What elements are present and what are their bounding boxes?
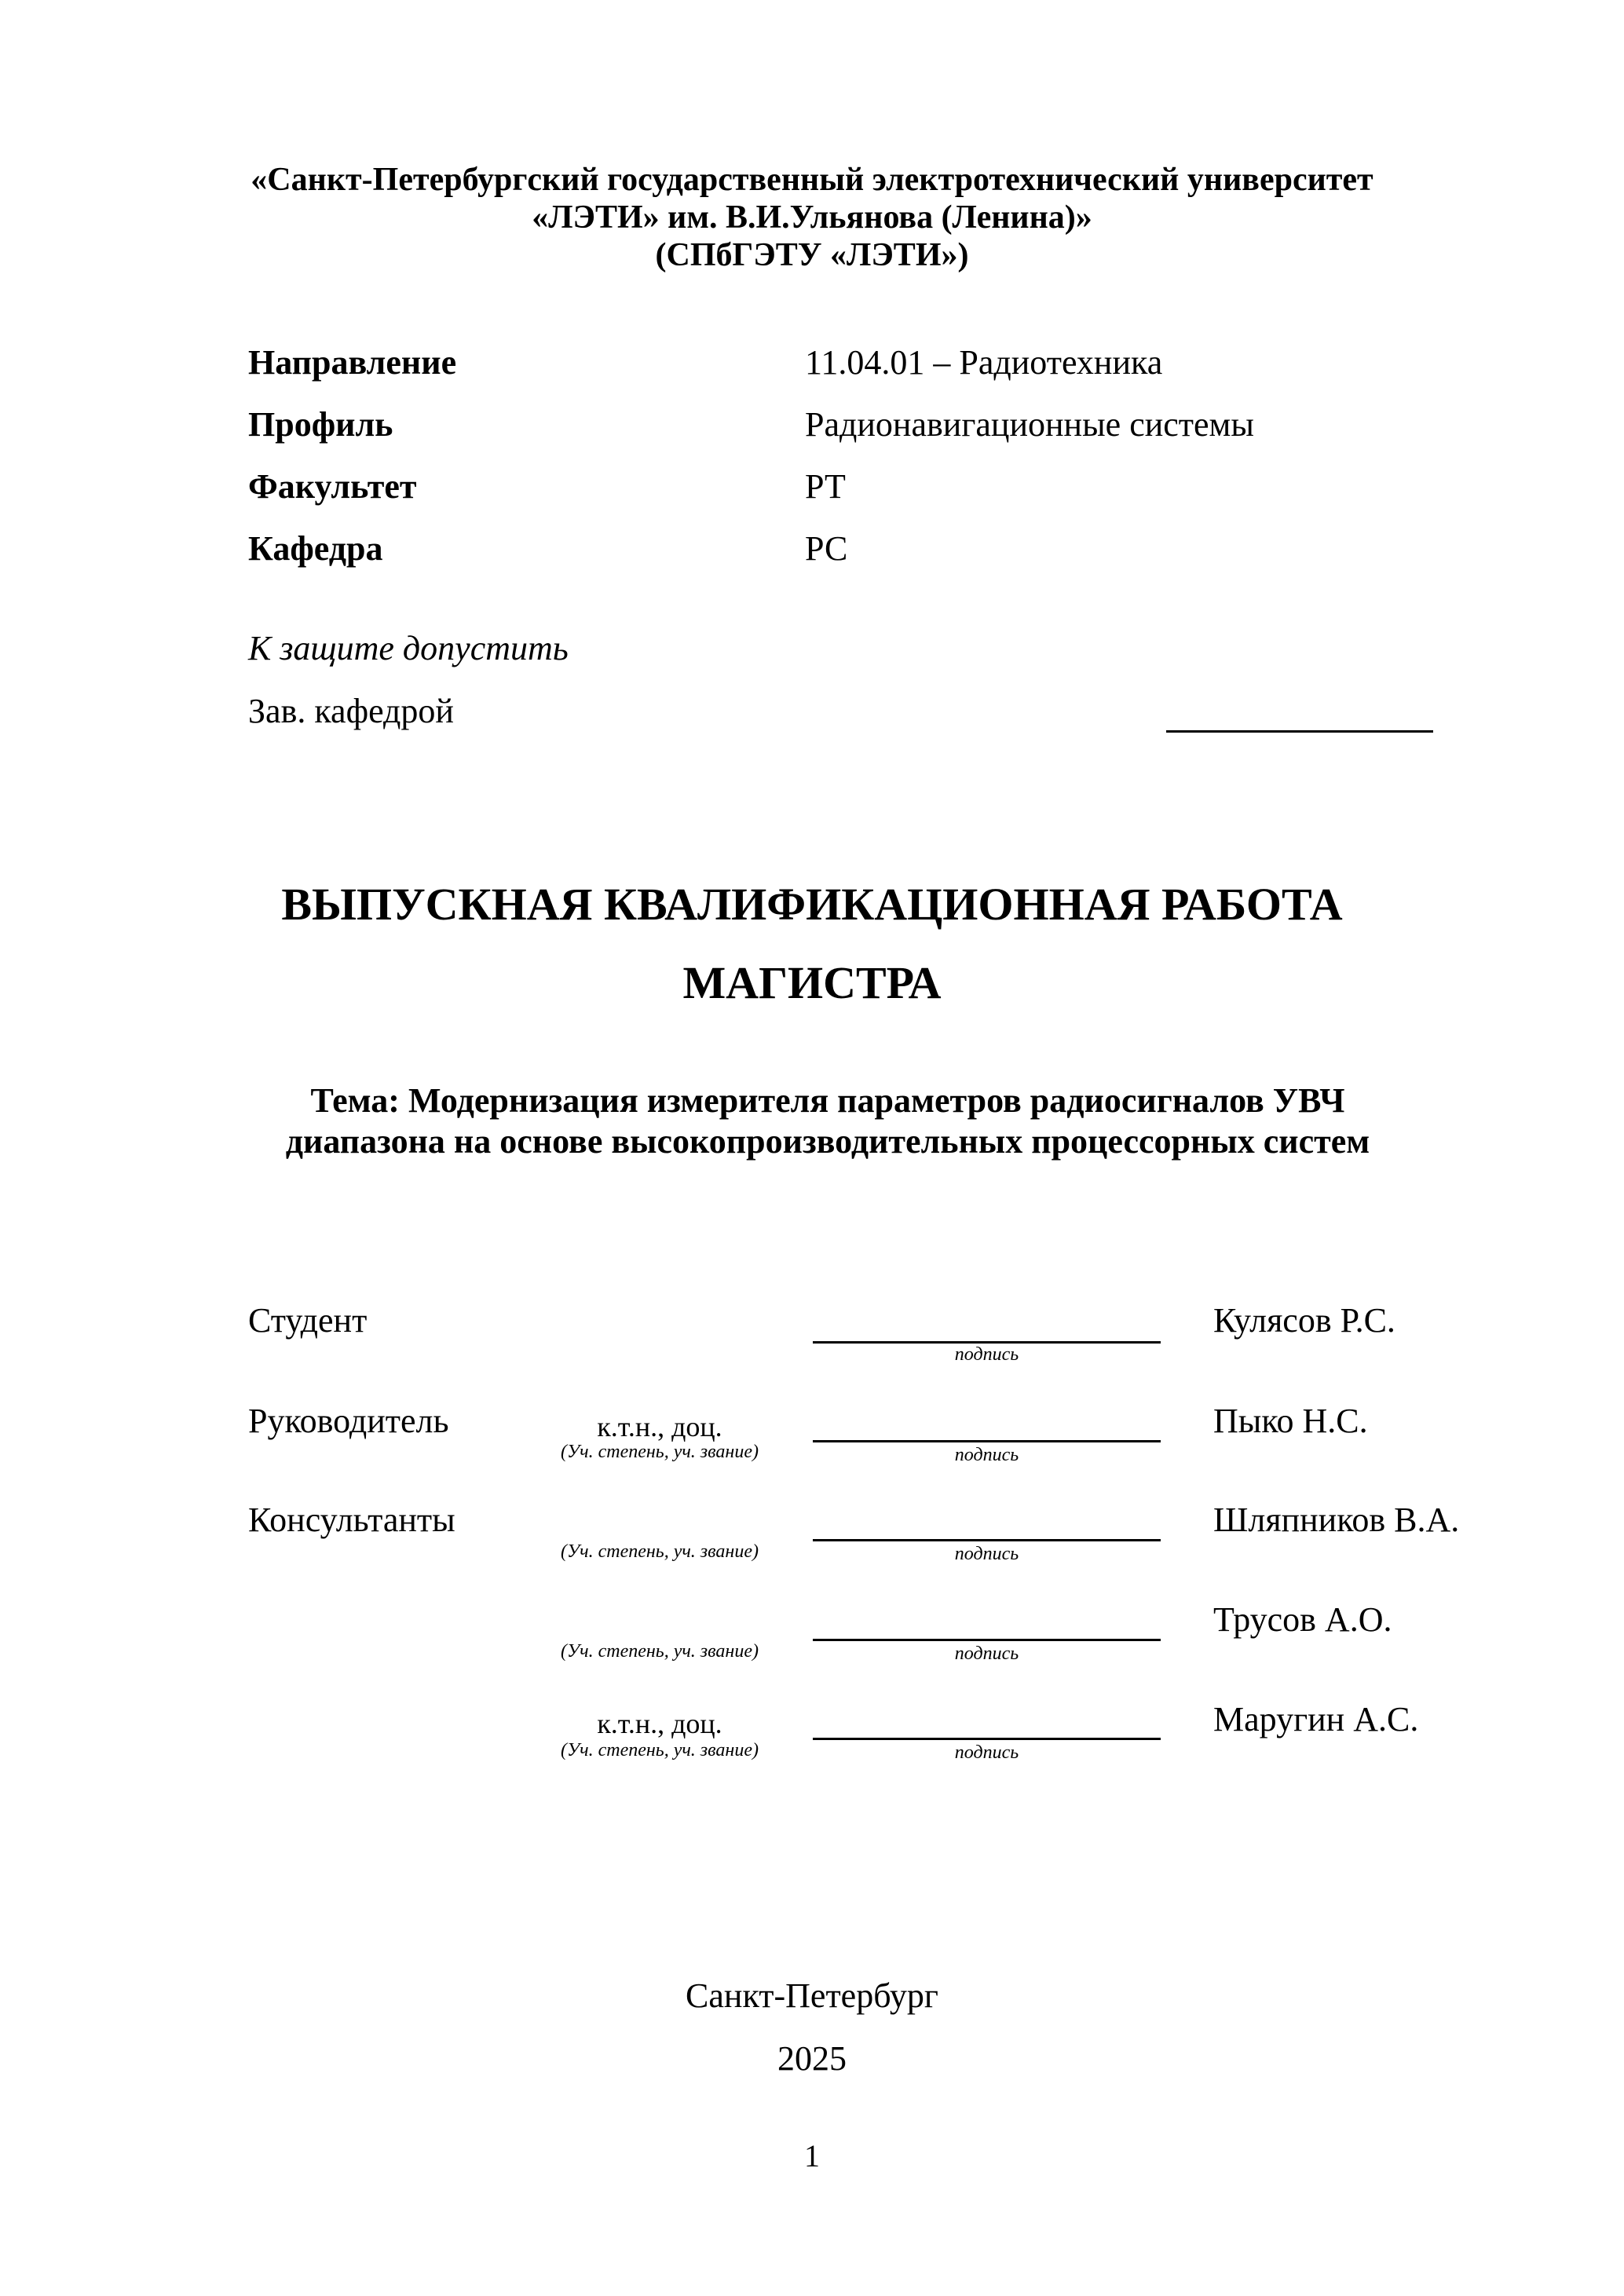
city: Санкт-Петербург — [686, 1976, 938, 2015]
university-abbrev: (СПбГЭТУ «ЛЭТИ») — [655, 237, 969, 273]
name-consultant-2: Трусов А.О. — [1213, 1600, 1392, 1639]
role-supervisor: Руководитель — [248, 1402, 449, 1440]
info-label-department: Кафедра — [248, 529, 383, 568]
signature-line-consultant-1 — [813, 1539, 1161, 1541]
name-consultant-3: Маругин А.С. — [1213, 1700, 1419, 1738]
page-number: 1 — [804, 2138, 820, 2174]
degree-caption: (Уч. степень, уч. звание) — [561, 1740, 759, 1760]
university-name-line1: «Санкт-Петербургский государственный электротехнический университет — [251, 162, 1373, 198]
signature-caption: подпись — [954, 1344, 1019, 1365]
degree-caption: (Уч. степень, уч. звание) — [561, 1541, 759, 1562]
info-value-profile: Радионавигационные системы — [805, 405, 1254, 444]
signature-line-supervisor — [813, 1440, 1161, 1442]
head-signature-line — [1166, 730, 1433, 733]
year: 2025 — [777, 2039, 847, 2078]
degree-caption: (Уч. степень, уч. звание) — [561, 1442, 759, 1462]
name-consultant-1: Шляпников В.А. — [1213, 1501, 1460, 1539]
info-label-direction: Направление — [248, 343, 457, 382]
signature-line-student — [813, 1341, 1161, 1344]
admit-to-defense-text: К защите допустить — [248, 629, 569, 667]
signature-caption: подпись — [954, 1643, 1019, 1664]
university-name-line2: «ЛЭТИ» им. В.И.Ульянова (Ленина)» — [532, 199, 1092, 236]
work-title-line2: МАГИСТРА — [682, 957, 942, 1008]
info-value-direction: 11.04.01 – Радиотехника — [805, 343, 1163, 382]
role-student: Студент — [248, 1301, 368, 1340]
signature-caption: подпись — [954, 1445, 1019, 1465]
name-supervisor: Пыко Н.С. — [1213, 1402, 1368, 1440]
info-label-profile: Профиль — [248, 405, 393, 444]
name-student: Кулясов Р.С. — [1213, 1301, 1395, 1340]
role-consultants: Консультанты — [248, 1501, 455, 1539]
degree-consultant-3: к.т.н., доц. — [597, 1708, 722, 1739]
info-value-faculty: РТ — [805, 467, 846, 506]
work-title-line1: ВЫПУСКНАЯ КВАЛИФИКАЦИОННАЯ РАБОТА — [281, 879, 1343, 930]
signature-line-consultant-2 — [813, 1639, 1161, 1641]
topic-line1: Тема: Модернизация измерителя параметров радиосигналов УВЧ — [310, 1081, 1345, 1120]
info-value-department: РС — [805, 529, 848, 568]
topic-line2: диапазона на основе высокопроизводительных процессорных систем — [285, 1122, 1370, 1161]
signature-caption: подпись — [954, 1742, 1019, 1763]
head-of-department-label: Зав. кафедрой — [248, 692, 454, 730]
signature-caption: подпись — [954, 1544, 1019, 1564]
degree-supervisor: к.т.н., доц. — [597, 1411, 722, 1442]
signature-line-consultant-3 — [813, 1738, 1161, 1740]
degree-caption: (Уч. степень, уч. звание) — [561, 1641, 759, 1662]
info-label-faculty: Факультет — [248, 467, 417, 506]
